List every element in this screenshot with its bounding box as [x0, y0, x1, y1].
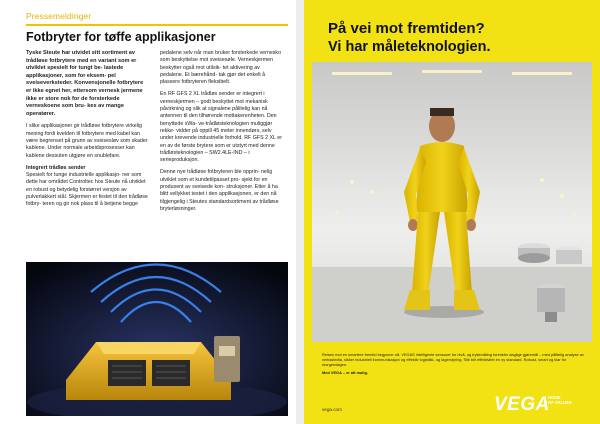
- ad-photo: [312, 62, 592, 342]
- ad-subheadline: Vi har måleteknologien.: [328, 39, 491, 55]
- left-page: [0, 0, 296, 424]
- article-column-1: [26, 50, 148, 214]
- article-subheading: Integrert trådløs sender: [26, 164, 86, 171]
- article-headline: Fotbryter for tøffe applikasjoner: [26, 30, 216, 44]
- man-in-yellow-suit-illustration: [312, 62, 592, 342]
- vega-logo-slogan: [548, 395, 588, 405]
- ad-tagline: Med VEGA – er alt mulig.: [322, 370, 368, 375]
- footswitch-illustration: [26, 262, 288, 416]
- right-page: [304, 0, 600, 424]
- article-paragraph: pedalene selv når man bruker forsterkede verneskо som beskyttelse mot sveisesøle. Verneskjermen beskytter også mot utilsik- tet aktivering av pedalene. Et bærehånd- tak gjør det enkelt å plassere fotbryteren fleksibelt.: [160, 50, 282, 86]
- footswitch-photo: [26, 262, 288, 416]
- article-lead: Tyske Steute har utvidet sitt sortiment av trådløse fotbrytere med en variant som er utviklet spesielt for tungt be- lastede applikasjoner, som for eksem- pel sveiseverksteder. Konvensjonelle fotbrytere er ikke egnet her, ettersom vernesk jermene ikke er store nok for de forsterkede verneskoene som bru- kes av mange operatører.: [26, 50, 144, 117]
- ad-headline: På vei mot fremtiden?: [328, 20, 485, 37]
- article-paragraph: I slike applikasjoner gir trådløse fotbrytere virkelig mening fordi kvelden til fotbrytere med kabel kan være begrenset på grunn av sveisesløv som skader kablene. Under normale arbeidsprosesser kan kablene dessuten utgjøre en snublefare.: [26, 123, 148, 159]
- article-paragraph: Spesielt for tunge industrielle applikasjo- ner som dette har området Controltec hos Steute nå utviklet en robust og betydelig forstørret versjon av pulverlakkert stål. Skjermen er festet til den trådløse fotbry- teren og gir nok plass til å betjene begge: [26, 172, 148, 208]
- article-paragraph: En RF GFS 2 XL trådløs sender er integrert i verneskjermen – godt beskyttet mot mekanisk påvirkning og slik at signalene pålitelig kan nå antennen til den tilhørende mottakerenheten. Den benyttede sWa- ve-trådløsteknologien muliggjør rekke- vidder på oppill 45 meter innendørs, selv under krevende industrielle forhold. RF GFS 2 XL er en av de første brytere som er utstyrt med denne trådløsteknologien – SW2.4LE-IND – i serieproduksjon.: [160, 91, 282, 164]
- section-label: Pressemeldinger: [26, 11, 92, 21]
- article-column-2: [160, 50, 282, 218]
- logo-slogan-line-1: HOME: [548, 395, 561, 400]
- article-paragraph: Denne nye trådløse fotbryteren ble opprin- nelig utviklet som et kundetilpasset pro- sjekt for en produsent av sveisede kon- struksjoner. Etter å ha blitt vellykket testet i den applikasjonen, er den nå tilgjengelig i Steutes standardsortiment av trådløse bryterløsninger.: [160, 169, 279, 212]
- ad-body-text: Reisen mot en smartere fremtid begynner nå. VEGAS intelligente sensorer for nivå- og trykkmåling forenkler daglige gjøremål – med pålitelig analyse av verksstedta, sikker industriell kommunikasjon og effektiv logistikk- og lagerstyring. Slik blir effektivitet en ny standard. Robust, smart og klar for morgendagen.: [322, 352, 584, 368]
- vega-logo: VEGA: [494, 394, 550, 415]
- section-rule: [26, 24, 288, 26]
- logo-slogan-line-2: OF VALUES: [548, 400, 572, 405]
- ad-url[interactable]: vega.com: [322, 407, 342, 412]
- vega-advertisement: [304, 0, 600, 424]
